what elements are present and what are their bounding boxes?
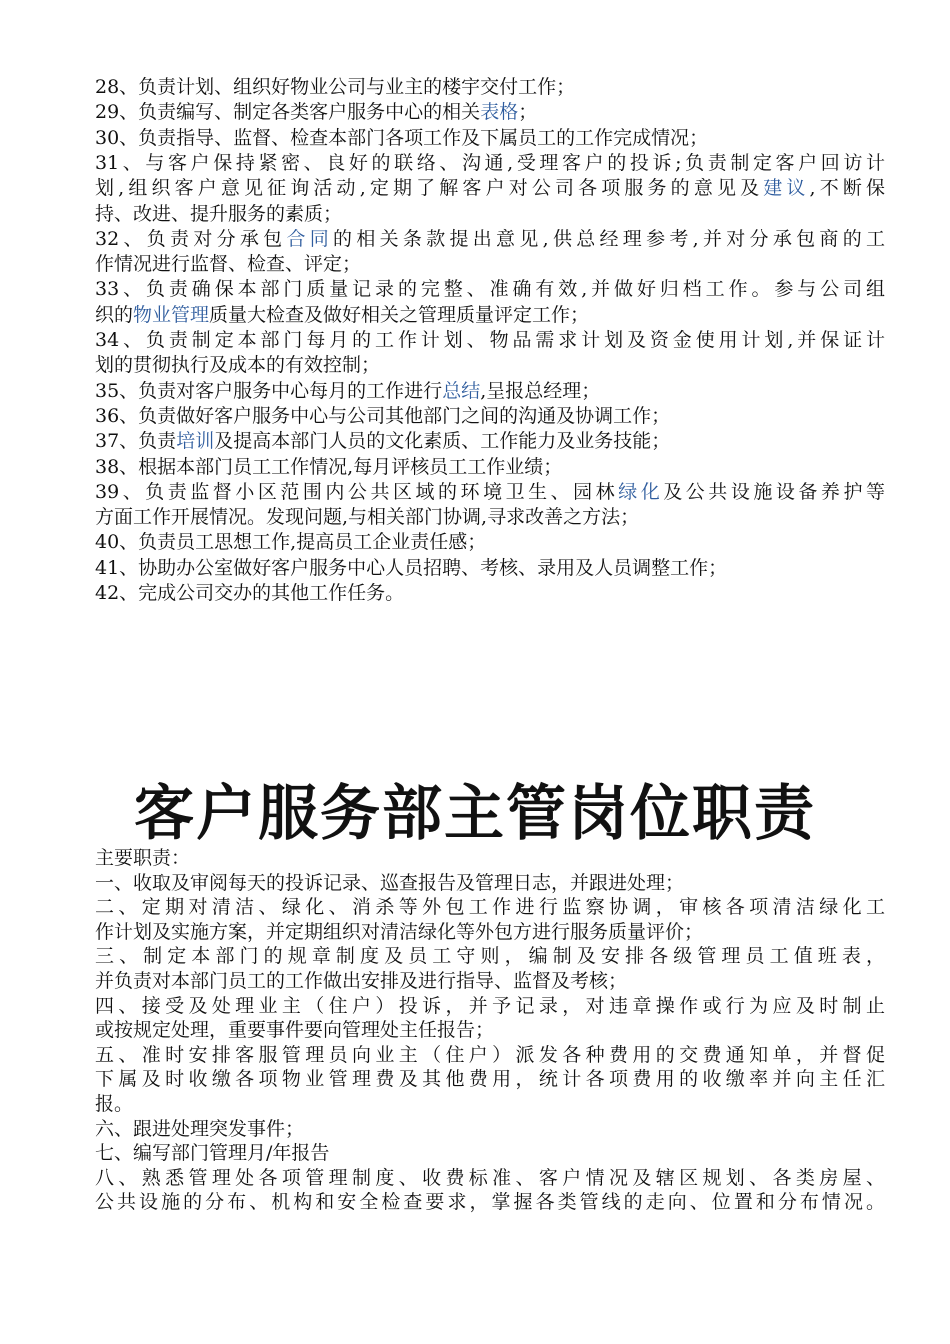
list-line — [95, 505, 885, 530]
list-line — [95, 353, 885, 378]
keyword-link[interactable]: 表格 — [480, 101, 519, 124]
duty-line — [95, 920, 885, 945]
list-line — [95, 480, 885, 505]
line-text: 作计划及实施方案，并定期组织对清洁绿化等外包方进行服务质量评价； — [95, 920, 704, 943]
line-text: 29、负责编写、制定各类客户服务中心的相关 — [95, 101, 481, 124]
line-text: 39、负责监督小区范围内公共区域的环境卫生、园林 — [95, 480, 619, 503]
line-text: 三、制定本部门的规章制度及员工守则，编制及安排各级管理员工值班表， — [95, 945, 885, 968]
line-text: 四、接受及处理业主（住户）投诉，并予记录，对违章操作或行为应及时制止 — [95, 994, 885, 1017]
line-text: 五、准时安排客服管理员向业主（住户）派发各种费用的交费通知单，并督促 — [95, 1043, 885, 1066]
keyword-link[interactable]: 总结 — [442, 379, 481, 402]
line-text: 八、熟悉管理处各项管理制度、收费标准、客户情况及辖区规划、各类房屋、 — [95, 1166, 885, 1189]
duty-line — [95, 1190, 885, 1215]
duty-line — [95, 1166, 885, 1191]
line-text: 质量大检查及做好相关之管理质量评定工作； — [209, 303, 590, 326]
list-line — [95, 75, 885, 100]
line-text: 33、负责确保本部门质量记录的完整、准确有效,并做好归档工作。参与公司组 — [95, 278, 885, 301]
list-line — [95, 581, 885, 606]
line-text: 的相关条款提出意见,供总经理参考,并对分承包商的工 — [333, 227, 885, 250]
duty-line — [95, 969, 885, 994]
keyword-link[interactable]: 绿化 — [618, 480, 664, 503]
duty-line — [95, 846, 885, 871]
duty-line — [95, 895, 885, 920]
line-text: 28、负责计划、组织好物业公司与业主的楼宇交付工作； — [95, 76, 576, 98]
list-line — [95, 530, 885, 555]
line-text: 七、编写部门管理月/年报告 — [95, 1142, 330, 1165]
list-line — [95, 227, 885, 252]
list-line — [95, 328, 885, 353]
line-text: 及提高本部门人员的文化素质、工作能力及业务技能； — [214, 430, 671, 453]
list-line — [95, 429, 885, 454]
line-text: 织的 — [95, 303, 134, 326]
list-line — [95, 252, 885, 277]
line-text: 公共设施的分布、机构和安全检查要求，掌握各类管线的走向、位置和分布情况。 — [95, 1191, 885, 1214]
line-text: 37、负责 — [95, 430, 177, 453]
line-text: 38、根据本部门员工工作情况,每月评核员工工作业绩； — [95, 455, 563, 478]
line-text: 36、负责做好客户服务中心与公司其他部门之间的沟通及协调工作； — [95, 404, 671, 427]
duty-line — [95, 1117, 885, 1142]
section-title: 客户服务部主管岗位职责 — [134, 779, 816, 849]
list-line — [95, 455, 885, 480]
line-text: 34、负责制定本部门每月的工作计划、物品需求计划及资金使用计划,并保证计 — [95, 329, 885, 351]
line-text: 划,组织客户意见征询活动,定期了解客户对公司各项服务的意见及 — [95, 177, 764, 200]
list-line — [95, 303, 885, 328]
line-text: 42、完成公司交办的其他工作任务。 — [95, 582, 405, 604]
line-text: ； — [518, 101, 538, 124]
duty-line — [95, 1018, 885, 1043]
duty-line — [95, 1067, 885, 1092]
line-text: 32、负责对分承包 — [95, 227, 287, 250]
line-text: 40、负责员工思想工作,提高员工企业责任感； — [95, 531, 487, 554]
line-text: 下属及时收缴各项物业管理费及其他费用，统计各项费用的收缴率并向主任汇 — [95, 1068, 885, 1091]
list-line — [95, 126, 885, 151]
list-line — [95, 100, 885, 125]
line-text: 并负责对本部门员工的工作做出安排及进行指导、监督及考核； — [95, 970, 628, 992]
line-text: ,呈报总经理； — [480, 379, 601, 402]
line-text: 一、收取及审阅每天的投诉记录、巡查报告及管理日志，并跟进处理； — [95, 871, 685, 894]
line-text: 及公共设施设备养护等 — [663, 480, 885, 503]
line-text: ,不断保 — [809, 177, 885, 200]
list-line — [95, 176, 885, 201]
line-text: 划的贯彻执行及成本的有效控制； — [95, 354, 381, 377]
list-line — [95, 556, 885, 581]
line-text: 或按规定处理，重要事件要向管理处主任报告； — [95, 1019, 495, 1042]
line-text: 二、定期对清洁、绿化、消杀等外包工作进行监察协调，审核各项清洁绿化工 — [95, 896, 885, 919]
line-text: 六、跟进处理突发事件； — [95, 1117, 305, 1140]
line-text: 35、负责对客户服务中心每月的工作进行 — [95, 379, 443, 402]
keyword-link[interactable]: 建议 — [763, 177, 810, 200]
line-text: 持、改进、提升服务的素质； — [95, 202, 343, 225]
list-line — [95, 404, 885, 429]
list-line — [95, 379, 885, 404]
duty-line — [95, 1092, 885, 1117]
list-line — [95, 151, 885, 176]
line-text: 作情况进行监督、检查、评定； — [95, 253, 362, 276]
line-text: 方面工作开展情况。发现问题,与相关部门协调,寻求改善之方法； — [95, 506, 640, 529]
duty-line — [95, 944, 885, 969]
line-text: 30、负责指导、监督、检查本部门各项工作及下属员工的工作完成情况； — [95, 126, 709, 149]
duty-line — [95, 871, 885, 896]
list-line — [95, 277, 885, 302]
duty-line — [95, 1043, 885, 1068]
duty-line — [95, 994, 885, 1019]
duty-line — [95, 1141, 885, 1166]
keyword-link[interactable]: 合同 — [286, 227, 334, 250]
list-line — [95, 202, 885, 227]
line-text: 41、协助办公室做好客户服务中心人员招聘、考核、录用及人员调整工作； — [95, 556, 728, 579]
line-text: 报。 — [95, 1093, 134, 1115]
keyword-link[interactable]: 培训 — [176, 430, 215, 453]
line-text: 31、与客户保持紧密、良好的联络、沟通,受理客户的投诉;负责制定客户回访计 — [95, 151, 885, 174]
keyword-link[interactable]: 物业管理 — [133, 303, 210, 326]
line-text: 主要职责： — [95, 847, 191, 869]
